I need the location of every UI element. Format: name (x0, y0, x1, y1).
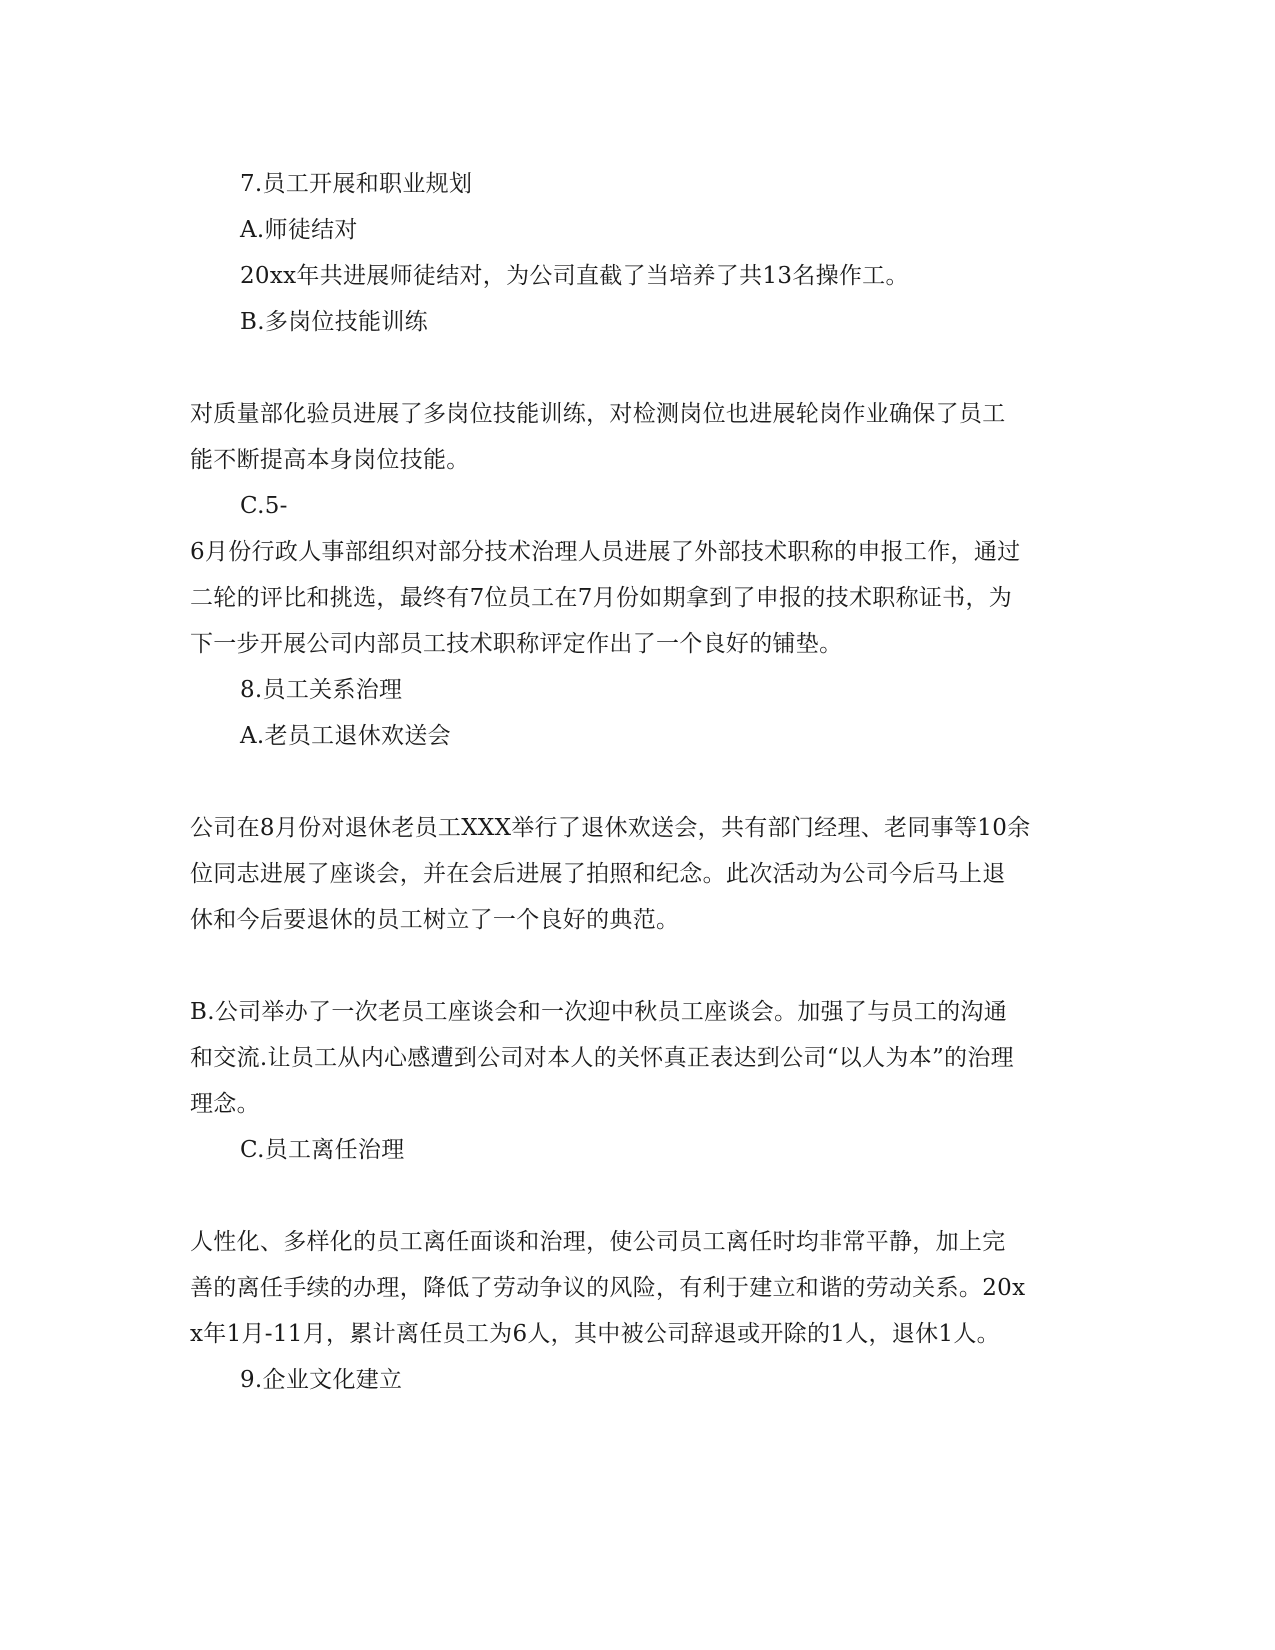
paragraph-line: 人性化、多样化的员工离任面谈和治理，使公司员工离任时均非常平静，加上完 (190, 1229, 1006, 1255)
paragraph-line: 和交流.让员工从内心感遭到公司对本人的关怀真正表达到公司“以人为本”的治理 (190, 1045, 1014, 1071)
subheading-7c: C.5- (240, 493, 288, 519)
section-heading-8: 8.员工关系治理 (240, 677, 403, 703)
paragraph-line: B.公司举办了一次老员工座谈会和一次迎中秋员工座谈会。加强了与员工的沟通 (190, 999, 1008, 1025)
subheading-7b: B.多岗位技能训练 (240, 309, 428, 335)
subheading-7a: A.师徒结对 (240, 217, 358, 243)
paragraph-line: 6月份行政人事部组织对部分技术治理人员进展了外部技术职称的申报工作，通过 (190, 539, 1021, 565)
paragraph-line: 休和今后要退休的员工树立了一个良好的典范。 (190, 907, 680, 933)
paragraph-line: x年1月-11月，累计离任员工为6人，其中被公司辞退或开除的1人，退休1人。 (190, 1321, 1000, 1347)
section-heading-7: 7.员工开展和职业规划 (240, 171, 473, 197)
paragraph-line: 二轮的评比和挑选，最终有7位员工在7月份如期拿到了申报的技术职称证书，为 (190, 585, 1013, 611)
paragraph-line: 20xx年共进展师徒结对，为公司直截了当培养了共13名操作工。 (240, 263, 909, 289)
paragraph-line: 理念。 (190, 1091, 260, 1117)
subheading-8c: C.员工离任治理 (240, 1137, 405, 1163)
paragraph-line: 位同志进展了座谈会，并在会后进展了拍照和纪念。此次活动为公司今后马上退 (190, 861, 1006, 887)
paragraph-line: 公司在8月份对退休老员工XXX举行了退休欢送会，共有部门经理、老同事等10余 (190, 815, 1031, 841)
section-heading-9: 9.企业文化建立 (240, 1367, 403, 1393)
paragraph-line: 能不断提高本身岗位技能。 (190, 447, 470, 473)
paragraph-line: 善的离任手续的办理，降低了劳动争议的风险，有利于建立和谐的劳动关系。20x (190, 1275, 1026, 1301)
subheading-8a: A.老员工退休欢送会 (240, 723, 451, 749)
paragraph-line: 对质量部化验员进展了多岗位技能训练，对检测岗位也进展轮岗作业确保了员工 (190, 401, 1006, 427)
paragraph-line: 下一步开展公司内部员工技术职称评定作出了一个良好的铺垫。 (190, 631, 843, 657)
